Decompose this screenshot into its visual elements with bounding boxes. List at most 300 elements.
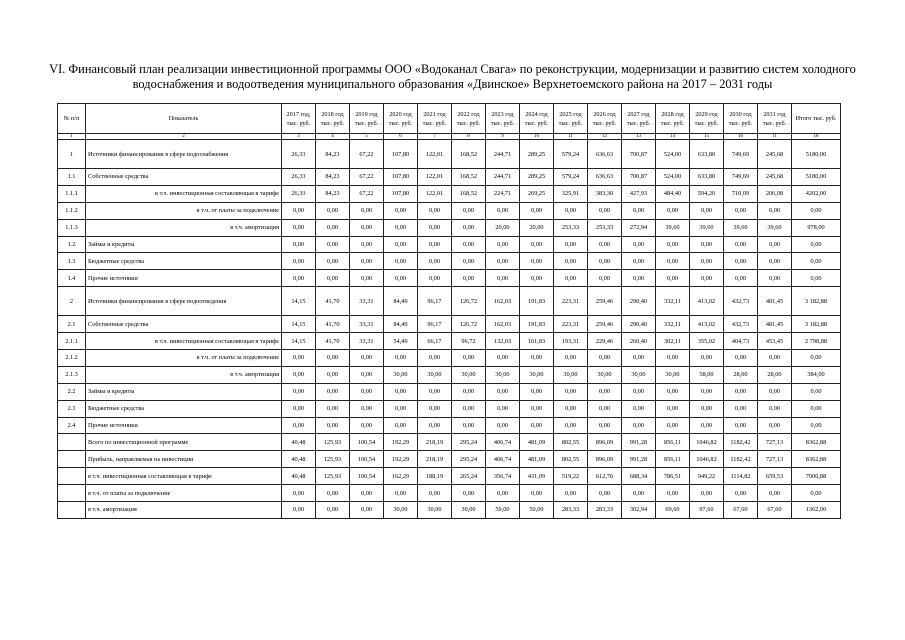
column-number: 16 (724, 134, 758, 140)
cell-value: 33,31 (350, 287, 384, 316)
cell-value: 0,00 (452, 236, 486, 253)
row-label: в т.ч. инвестиционная составляющая в тарифе (86, 333, 282, 350)
cell-value: 245,68 (758, 169, 792, 186)
cell-value: 383,30 (588, 185, 622, 202)
cell-value: 0,00 (792, 417, 841, 434)
column-header: 2025 год тыс. руб. (554, 104, 588, 134)
cell-value: 406,74 (486, 451, 520, 468)
cell-value: 786,51 (656, 468, 690, 485)
cell-value: 162,29 (384, 468, 418, 485)
column-number: 11 (758, 134, 792, 140)
cell-value: 192,29 (384, 434, 418, 451)
cell-value: 384,00 (792, 366, 841, 383)
cell-value: 58,00 (690, 366, 724, 383)
cell-value: 0,00 (282, 417, 316, 434)
cell-value: 991,28 (622, 451, 656, 468)
cell-value: 0,00 (282, 350, 316, 367)
cell-value: 283,33 (588, 502, 622, 519)
cell-value: 0,00 (724, 202, 758, 219)
column-header: 2031 год тыс. руб. (758, 104, 792, 134)
cell-value: 0,00 (418, 485, 452, 502)
cell-value: 0,00 (588, 202, 622, 219)
cell-value: 14,15 (282, 333, 316, 350)
cell-value: 107,80 (384, 140, 418, 169)
cell-value: 302,94 (622, 502, 656, 519)
cell-value: 481,09 (520, 434, 554, 451)
row-label: Источники финансирования в сфере водоснабжения (86, 140, 282, 169)
cell-value: 0,00 (418, 400, 452, 417)
row-label: в т.ч. амортизация (86, 366, 282, 383)
cell-value: 0,00 (622, 383, 656, 400)
cell-value: 39,60 (724, 219, 758, 236)
row-number: 1.3 (58, 253, 86, 270)
cell-value: 484,40 (656, 185, 690, 202)
cell-value: 0,00 (316, 417, 350, 434)
cell-value: 0,00 (622, 485, 656, 502)
cell-value: 0,00 (758, 236, 792, 253)
cell-value: 0,00 (724, 350, 758, 367)
cell-value: 524,00 (656, 140, 690, 169)
row-number (58, 451, 86, 468)
cell-value: 4202,00 (792, 185, 841, 202)
cell-value: 218,19 (418, 451, 452, 468)
table-row (58, 333, 841, 350)
cell-value: 0,00 (554, 253, 588, 270)
cell-value: 0,00 (724, 270, 758, 287)
cell-value: 0,00 (282, 236, 316, 253)
cell-value: 0,00 (622, 350, 656, 367)
row-number: 1.1 (58, 169, 86, 186)
row-number: 1.2 (58, 236, 86, 253)
cell-value: 26,33 (282, 169, 316, 186)
cell-value: 125,93 (316, 434, 350, 451)
cell-value: 100,54 (350, 434, 384, 451)
cell-value: 100,54 (350, 468, 384, 485)
row-label: Прочие источники (86, 417, 282, 434)
cell-value: 332,11 (656, 287, 690, 316)
cell-value: 269,25 (520, 185, 554, 202)
column-header: 2024 год тыс. руб. (520, 104, 554, 134)
cell-value: 97,60 (690, 502, 724, 519)
column-header: 2027 год тыс. руб. (622, 104, 656, 134)
cell-value: 126,72 (452, 287, 486, 316)
row-number: 1.1.2 (58, 202, 86, 219)
column-number: 12 (588, 134, 622, 140)
cell-value: 0,00 (520, 253, 554, 270)
cell-value: 0,00 (452, 383, 486, 400)
cell-value: 0,00 (554, 383, 588, 400)
cell-value: 0,00 (622, 202, 656, 219)
cell-value: 67,22 (350, 185, 384, 202)
table-header (58, 104, 841, 140)
cell-value: 0,00 (690, 417, 724, 434)
cell-value: 191,83 (520, 287, 554, 316)
cell-value: 0,00 (724, 417, 758, 434)
cell-value: 0,00 (452, 417, 486, 434)
cell-value: 0,00 (282, 253, 316, 270)
cell-value: 0,00 (316, 366, 350, 383)
cell-value: 0,00 (316, 219, 350, 236)
row-number (58, 502, 86, 519)
cell-value: 0,00 (758, 350, 792, 367)
row-label: в т.ч. от платы за подключение (86, 485, 282, 502)
cell-value: 0,00 (520, 202, 554, 219)
cell-value: 896,09 (588, 451, 622, 468)
cell-value: 0,00 (724, 253, 758, 270)
cell-value: 0,00 (486, 202, 520, 219)
cell-value: 524,00 (656, 169, 690, 186)
cell-value: 54,49 (384, 333, 418, 350)
cell-value: 39,60 (690, 219, 724, 236)
row-number (58, 485, 86, 502)
cell-value: 636,63 (588, 169, 622, 186)
cell-value: 0,00 (316, 485, 350, 502)
cell-value: 168,52 (452, 185, 486, 202)
table-row (58, 502, 841, 519)
cell-value: 0,00 (384, 253, 418, 270)
cell-value: 0,00 (690, 253, 724, 270)
cell-value: 427,93 (622, 185, 656, 202)
cell-value: 0,00 (282, 366, 316, 383)
cell-value: 406,74 (486, 434, 520, 451)
row-label: в т.ч. инвестиционная составляющая в тарифе (86, 185, 282, 202)
cell-value: 355,02 (690, 333, 724, 350)
cell-value: 206,08 (758, 185, 792, 202)
cell-value: 122,01 (418, 169, 452, 186)
cell-value: 0,00 (282, 485, 316, 502)
cell-value: 949,22 (690, 468, 724, 485)
cell-value: 50,00 (520, 502, 554, 519)
cell-value: 0,00 (656, 236, 690, 253)
cell-value: 0,00 (554, 485, 588, 502)
cell-value: 26,33 (282, 140, 316, 169)
cell-value: 30,00 (486, 366, 520, 383)
cell-value: 0,00 (282, 383, 316, 400)
cell-value: 0,00 (690, 383, 724, 400)
cell-value: 30,00 (452, 502, 486, 519)
cell-value: 0,00 (384, 202, 418, 219)
cell-value: 0,00 (350, 270, 384, 287)
cell-value: 0,00 (588, 350, 622, 367)
cell-value: 633,80 (690, 169, 724, 186)
column-number: 14 (656, 134, 690, 140)
cell-value: 33,31 (350, 316, 384, 333)
cell-value: 802,55 (554, 451, 588, 468)
cell-value: 244,71 (486, 140, 520, 169)
column-header: 2030 год тыс. руб. (724, 104, 758, 134)
column-number: 1 (58, 134, 86, 140)
cell-value: 0,00 (758, 202, 792, 219)
table-row (58, 185, 841, 202)
cell-value: 0,00 (554, 202, 588, 219)
cell-value: 0,00 (418, 270, 452, 287)
cell-value: 0,00 (588, 400, 622, 417)
table-row (58, 236, 841, 253)
cell-value: 223,31 (554, 316, 588, 333)
column-header: 2028 год тыс. руб. (656, 104, 690, 134)
column-number: 2 (86, 134, 282, 140)
cell-value: 0,00 (418, 219, 452, 236)
cell-value: 40,48 (282, 434, 316, 451)
cell-value: 0,00 (316, 502, 350, 519)
cell-value: 229,46 (588, 333, 622, 350)
column-header: Итого тыс. руб. (792, 104, 841, 134)
cell-value: 1046,82 (690, 434, 724, 451)
cell-value: 0,00 (452, 253, 486, 270)
cell-value: 84,49 (384, 287, 418, 316)
cell-value: 0,00 (520, 270, 554, 287)
cell-value: 66,17 (418, 333, 452, 350)
cell-value: 0,00 (724, 383, 758, 400)
cell-value: 481,09 (520, 451, 554, 468)
cell-value: 0,00 (588, 383, 622, 400)
cell-value: 67,60 (724, 502, 758, 519)
row-label: Займы и кредиты (86, 383, 282, 400)
page-title: VI. Финансовый план реализации инвестиционной программы ООО «Водоканал Свага» по реконструкции, модернизации и развитию систем холодного водоснабжения и водоотведения муниципального образования «Двинское» Верхнетоемского района на 2017 – 2031 годы (49, 62, 856, 91)
cell-value: 3 182,88 (792, 287, 841, 316)
cell-value: 0,00 (384, 350, 418, 367)
column-header: Показатель (86, 104, 282, 134)
cell-value: 67,22 (350, 169, 384, 186)
cell-value: 0,00 (316, 270, 350, 287)
cell-value: 1362,00 (792, 502, 841, 519)
cell-value: 30,00 (418, 502, 452, 519)
cell-value: 14,15 (282, 316, 316, 333)
cell-value: 0,00 (520, 350, 554, 367)
cell-value: 0,00 (418, 236, 452, 253)
row-number: 2.2 (58, 383, 86, 400)
column-header: № п/п (58, 104, 86, 134)
cell-value: 253,33 (554, 219, 588, 236)
cell-value: 0,00 (792, 383, 841, 400)
cell-value: 0,00 (554, 350, 588, 367)
cell-value: 0,00 (350, 253, 384, 270)
cell-value: 0,00 (656, 383, 690, 400)
cell-value: 69,60 (656, 502, 690, 519)
cell-value: 0,00 (316, 202, 350, 219)
cell-value: 0,00 (656, 350, 690, 367)
cell-value: 0,00 (656, 270, 690, 287)
cell-value: 0,00 (316, 400, 350, 417)
cell-value: 8362,88 (792, 434, 841, 451)
cell-value: 5180,00 (792, 140, 841, 169)
cell-value: 132,03 (486, 333, 520, 350)
cell-value: 265,24 (452, 468, 486, 485)
cell-value: 0,00 (384, 219, 418, 236)
table-row (58, 417, 841, 434)
cell-value: 0,00 (316, 253, 350, 270)
cell-value: 0,00 (384, 400, 418, 417)
column-number: 13 (622, 134, 656, 140)
cell-value: 0,00 (622, 270, 656, 287)
cell-value: 432,73 (724, 287, 758, 316)
cell-value: 20,00 (486, 219, 520, 236)
cell-value: 0,00 (350, 383, 384, 400)
column-number: 10 (520, 134, 554, 140)
cell-value: 0,00 (758, 400, 792, 417)
cell-value: 0,00 (792, 485, 841, 502)
cell-value: 0,00 (520, 383, 554, 400)
cell-value: 218,19 (418, 434, 452, 451)
cell-value: 612,76 (588, 468, 622, 485)
table-row (58, 468, 841, 485)
cell-value: 290,40 (622, 287, 656, 316)
cell-value: 0,00 (350, 502, 384, 519)
table-row (58, 316, 841, 333)
cell-value: 325,91 (554, 185, 588, 202)
cell-value: 0,00 (554, 236, 588, 253)
cell-value: 0,00 (792, 202, 841, 219)
cell-value: 30,00 (554, 366, 588, 383)
cell-value: 30,00 (588, 366, 622, 383)
cell-value: 0,00 (724, 400, 758, 417)
cell-value: 0,00 (316, 383, 350, 400)
cell-value: 659,53 (758, 468, 792, 485)
cell-value: 295,24 (452, 451, 486, 468)
cell-value: 579,24 (554, 169, 588, 186)
cell-value: 727,13 (758, 434, 792, 451)
row-number: 1 (58, 140, 86, 169)
cell-value: 0,00 (282, 400, 316, 417)
cell-value: 41,70 (316, 316, 350, 333)
table-row (58, 270, 841, 287)
cell-value: 96,72 (452, 333, 486, 350)
cell-value: 122,01 (418, 140, 452, 169)
cell-value: 636,63 (588, 140, 622, 169)
cell-value: 404,73 (724, 333, 758, 350)
row-number: 2.3 (58, 400, 86, 417)
cell-value: 259,46 (588, 316, 622, 333)
cell-value: 30,00 (418, 366, 452, 383)
cell-value: 30,00 (656, 366, 690, 383)
cell-value: 0,00 (622, 400, 656, 417)
cell-value: 253,33 (588, 219, 622, 236)
cell-value: 0,00 (486, 236, 520, 253)
cell-value: 0,00 (758, 253, 792, 270)
column-header: 2026 год тыс. руб. (588, 104, 622, 134)
row-number: 2.1 (58, 316, 86, 333)
cell-value: 0,00 (724, 485, 758, 502)
cell-value: 0,00 (486, 400, 520, 417)
cell-value: 188,19 (418, 468, 452, 485)
row-number: 2.1.3 (58, 366, 86, 383)
cell-value: 700,87 (622, 140, 656, 169)
cell-value: 0,00 (690, 350, 724, 367)
cell-value: 162,03 (486, 287, 520, 316)
cell-value: 0,00 (690, 202, 724, 219)
row-number: 1.1.3 (58, 219, 86, 236)
row-label: в т.ч. амортизация (86, 502, 282, 519)
cell-value: 295,24 (452, 434, 486, 451)
cell-value: 710,09 (724, 185, 758, 202)
cell-value: 100,54 (350, 451, 384, 468)
cell-value: 0,00 (486, 383, 520, 400)
cell-value: 84,49 (384, 316, 418, 333)
cell-value: 1182,42 (724, 434, 758, 451)
row-label: Прибыль, направляемая на инвестиции (86, 451, 282, 468)
cell-value: 0,00 (418, 383, 452, 400)
column-header: 2017 год, тыс. руб. (282, 104, 316, 134)
table-row (58, 434, 841, 451)
table-row (58, 350, 841, 367)
cell-value: 0,00 (656, 400, 690, 417)
cell-value: 0,00 (758, 417, 792, 434)
row-number: 2.1.2 (58, 350, 86, 367)
cell-value: 5180,00 (792, 169, 841, 186)
cell-value: 413,02 (690, 316, 724, 333)
cell-value: 0,00 (520, 417, 554, 434)
cell-value: 40,48 (282, 468, 316, 485)
cell-value: 0,00 (350, 400, 384, 417)
row-label: Собственные средства (86, 169, 282, 186)
cell-value: 302,11 (656, 333, 690, 350)
column-number: 11 (554, 134, 588, 140)
cell-value: 0,00 (452, 202, 486, 219)
cell-value: 896,09 (588, 434, 622, 451)
cell-value: 0,00 (758, 485, 792, 502)
cell-value: 193,31 (554, 333, 588, 350)
table-body (58, 140, 841, 519)
column-header: 2029 год тыс. руб. (690, 104, 724, 134)
column-number: 15 (690, 134, 724, 140)
cell-value: 0,00 (452, 400, 486, 417)
column-header: 2020 год тыс. руб. (384, 104, 418, 134)
cell-value: 0,00 (452, 350, 486, 367)
cell-value: 0,00 (486, 350, 520, 367)
cell-value: 39,60 (656, 219, 690, 236)
cell-value: 168,52 (452, 140, 486, 169)
row-label: в т.ч. амортизация (86, 219, 282, 236)
cell-value: 0,00 (350, 219, 384, 236)
cell-value: 41,70 (316, 333, 350, 350)
cell-value: 84,23 (316, 140, 350, 169)
cell-value: 96,17 (418, 316, 452, 333)
cell-value: 0,00 (622, 236, 656, 253)
cell-value: 0,00 (656, 202, 690, 219)
cell-value: 0,00 (486, 417, 520, 434)
cell-value: 162,03 (486, 316, 520, 333)
cell-value: 0,00 (588, 485, 622, 502)
table-row (58, 485, 841, 502)
row-number: 1.1.1 (58, 185, 86, 202)
cell-value: 260,40 (622, 333, 656, 350)
cell-value: 978,00 (792, 219, 841, 236)
table-row (58, 140, 841, 169)
cell-value: 0,00 (452, 485, 486, 502)
cell-value: 0,00 (316, 350, 350, 367)
row-number (58, 434, 86, 451)
cell-value: 0,00 (282, 270, 316, 287)
cell-value: 0,00 (282, 502, 316, 519)
cell-value: 0,00 (520, 400, 554, 417)
cell-value: 0,00 (452, 270, 486, 287)
cell-value: 431,09 (520, 468, 554, 485)
row-number: 2 (58, 287, 86, 316)
cell-value: 481,45 (758, 316, 792, 333)
cell-value: 30,00 (622, 366, 656, 383)
row-number (58, 468, 86, 485)
cell-value: 259,46 (588, 287, 622, 316)
cell-value: 84,23 (316, 185, 350, 202)
cell-value: 0,00 (486, 253, 520, 270)
cell-value: 50,00 (486, 502, 520, 519)
column-number: 7 (418, 134, 452, 140)
cell-value: 26,33 (282, 185, 316, 202)
column-number: 8 (452, 134, 486, 140)
cell-value: 0,00 (622, 417, 656, 434)
cell-value: 2 798,88 (792, 333, 841, 350)
cell-value: 0,00 (418, 417, 452, 434)
